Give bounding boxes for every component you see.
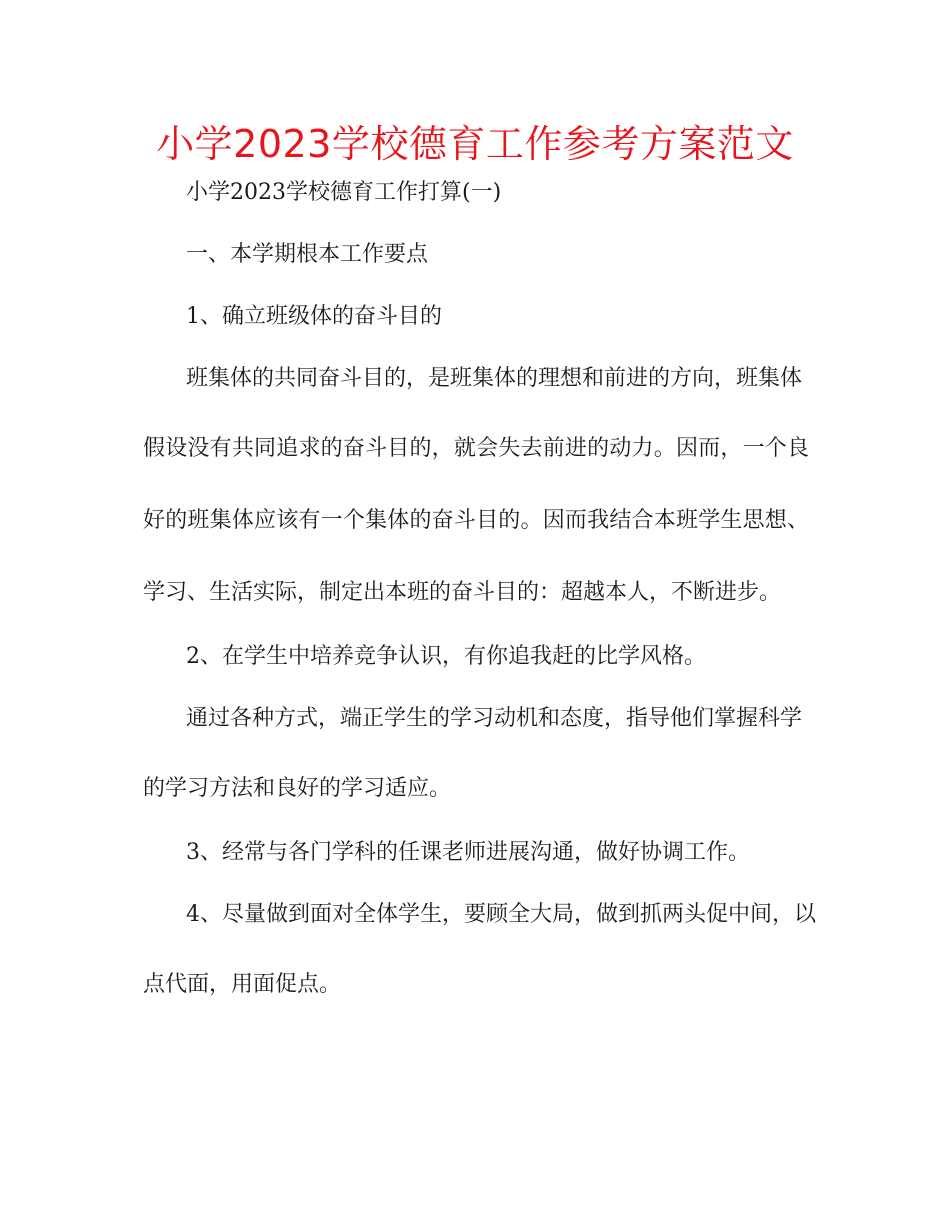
item-heading-2: 2、在学生中培养竞争认识，有你追我赶的比学风格。 bbox=[186, 644, 706, 669]
paragraph-line: 好的班集体应该有一个集体的奋斗目的。因而我结合本班学生思想、 bbox=[143, 508, 809, 533]
section-subtitle: 小学2023学校德育工作打算(一) bbox=[186, 180, 502, 205]
paragraph-line: 的学习方法和良好的学习适应。 bbox=[143, 776, 452, 801]
paragraph-line: 4、尽量做到面对全体学生，要顾全大局，做到抓两头促中间，以 bbox=[186, 902, 816, 927]
document-title: 小学2023学校德育工作参考方案范文 bbox=[156, 122, 794, 166]
paragraph-line: 学习、生活实际，制定出本班的奋斗目的：超越本人，不断进步。 bbox=[143, 580, 782, 605]
paragraph-line: 班集体的共同奋斗目的，是班集体的理想和前进的方向，班集体 bbox=[186, 366, 803, 391]
paragraph-line: 点代面，用面促点。 bbox=[143, 972, 342, 997]
paragraph-line: 通过各种方式，端正学生的学习动机和态度，指导他们掌握科学 bbox=[186, 706, 803, 731]
paragraph-line: 假设没有共同追求的奋斗目的，就会失去前进的动力。因而，一个良 bbox=[143, 436, 809, 461]
section-heading: 一、本学期根本工作要点 bbox=[186, 242, 429, 267]
item-heading-1: 1、确立班级体的奋斗目的 bbox=[186, 304, 442, 329]
item-heading-3: 3、经常与各门学科的任课老师进展沟通，做好协调工作。 bbox=[186, 840, 750, 865]
